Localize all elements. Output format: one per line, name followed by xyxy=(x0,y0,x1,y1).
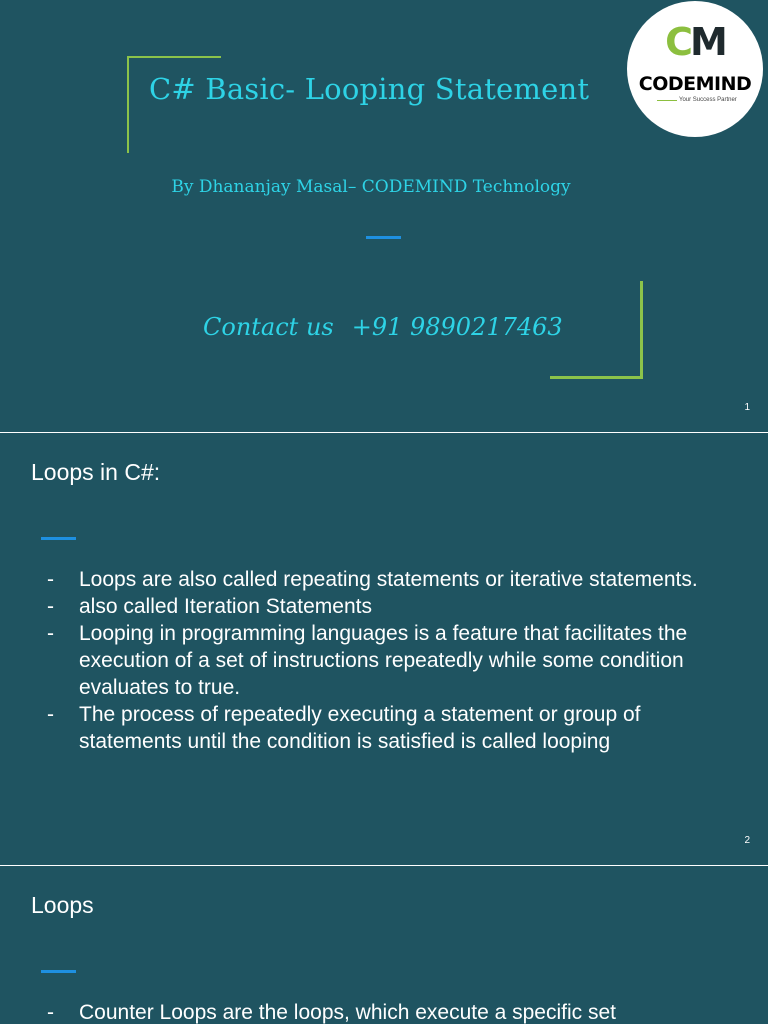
contact-label: Contact us xyxy=(203,313,334,341)
slide-heading: Loops xyxy=(31,892,94,918)
list-item: - Counter Loops are the loops, which execute a specific set xyxy=(47,999,747,1024)
list-item: - also called Iteration Statements xyxy=(47,593,747,620)
logo-mark: CM xyxy=(665,20,725,64)
contact-phone: +91 9890217463 xyxy=(351,313,563,341)
list-item: - Loops are also called repeating statements or iterative statements. xyxy=(47,566,747,593)
page-number: 1 xyxy=(744,402,750,413)
page-number: 2 xyxy=(744,835,750,846)
corner-bracket-bottom-right xyxy=(550,281,643,379)
contact-line xyxy=(203,313,563,341)
logo-wordmark: CODEMIND xyxy=(638,73,752,95)
codemind-logo xyxy=(627,1,763,137)
list-item: - The process of repeatedly executing a statement or group of statements until the condition is satisfied is called looping xyxy=(47,701,747,755)
accent-divider xyxy=(366,236,401,239)
accent-divider xyxy=(41,970,76,973)
list-item: - Looping in programming languages is a feature that facilitates the execution of a set of instructions repeatedly while some condition evaluates to true. xyxy=(47,620,747,701)
slide-heading: Loops in C#: xyxy=(31,459,161,485)
content-slide xyxy=(0,433,768,865)
logo-tagline-rule xyxy=(657,100,677,101)
title-slide xyxy=(0,0,768,432)
bullet-list xyxy=(47,999,747,1024)
bullet-list xyxy=(47,566,747,755)
logo-tagline: Your Success Partner xyxy=(679,97,737,103)
content-slide xyxy=(0,866,768,1024)
slide-subtitle: By Dhananjay Masal– CODEMIND Technology xyxy=(171,177,571,197)
accent-divider xyxy=(41,537,76,540)
slide-title: C# Basic- Looping Statement xyxy=(149,72,590,106)
